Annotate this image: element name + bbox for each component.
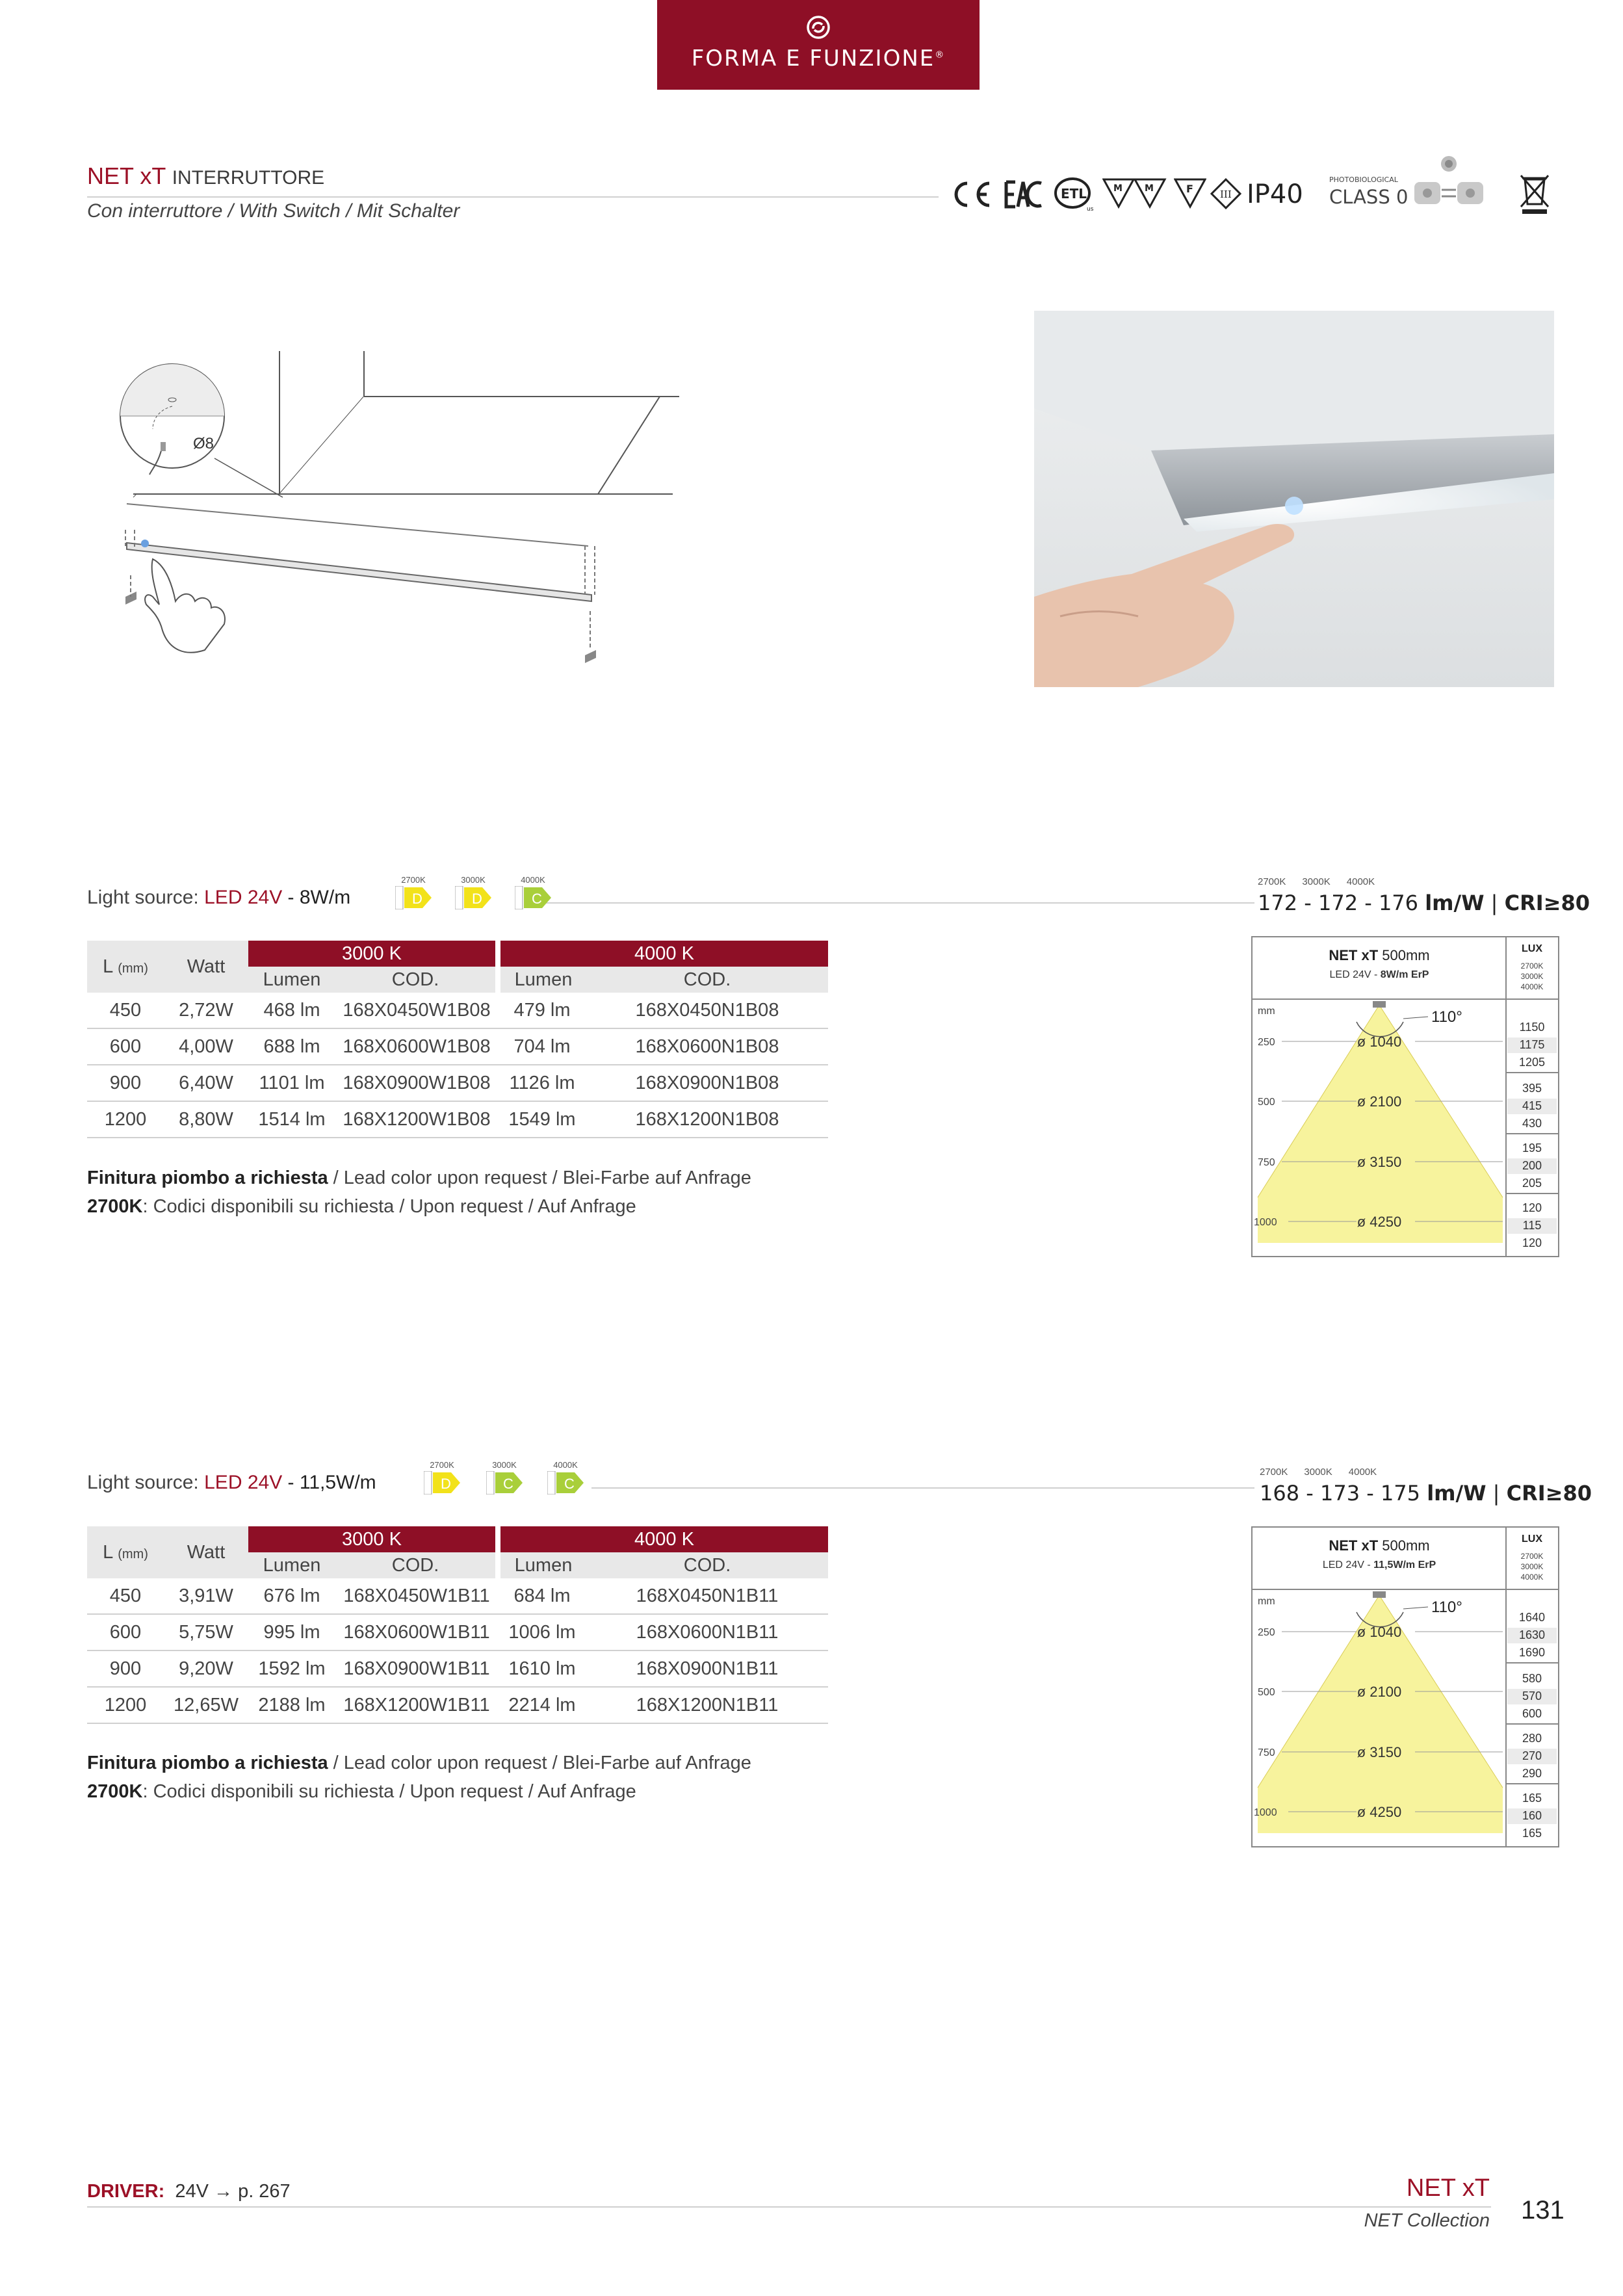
footer-product-name: NET xT [1406,2174,1490,2202]
svg-text:250: 250 [1258,1627,1275,1638]
header-4000k: 4000 K [498,941,828,967]
driver-reference: DRIVER: 24V → p. 267 [87,2181,291,2202]
svg-text:4000K: 4000K [1520,982,1544,991]
svg-text:750: 750 [1258,1747,1275,1758]
svg-text:mm: mm [1258,1006,1275,1017]
svg-text:2700K: 2700K [1520,1552,1544,1561]
svg-text:1205: 1205 [1518,1056,1546,1069]
brand-name: FORMA E FUNZIONE® [691,46,946,72]
brand-logo [657,0,980,90]
energy-class-label: 2700K D [395,875,432,913]
ce-mark-icon [949,178,994,211]
svg-text:430: 430 [1522,1117,1542,1130]
weee-bin-icon [1518,173,1551,215]
svg-text:ø 4250: ø 4250 [1357,1804,1402,1820]
photobiological-label: PHOTOBIOLOGICAL [1329,176,1398,184]
svg-text:LED 24V - 11,5W/m ErP: LED 24V - 11,5W/m ErP [1322,1559,1436,1571]
svg-text:C: C [503,1476,513,1492]
header-code: COD. [335,1552,498,1578]
page-subtitle: Con interruttore / With Switch / Mit Schalter [87,200,460,222]
svg-text:ø 1040: ø 1040 [1357,1624,1402,1640]
finish-note: Finitura piombo a richiesta / Lead color upon request / Blei-Farbe auf Anfrage 2700K: Codici disponibili su richiesta / Upon request / Auf Anfrage [87,1168,751,1217]
svg-text:D: D [441,1476,451,1492]
svg-text:1000: 1000 [1254,1807,1277,1818]
svg-text:us: us [1087,206,1094,212]
header-lumen: Lumen [248,967,335,993]
svg-text:2700K: 2700K [1520,961,1544,971]
svg-text:D: D [412,891,422,907]
svg-text:III: III [1220,189,1232,200]
svg-text:110°: 110° [1431,1008,1462,1026]
svg-text:165: 165 [1522,1792,1542,1805]
section-divider [591,1487,1254,1489]
efficiency-kelvins: 2700K 3000K 4000K [1260,1467,1377,1478]
header-4000k: 4000 K [498,1526,828,1552]
photobiological-class: CLASS 0 [1329,186,1409,208]
table-row: 1200 8,80W 1514 lm 168X1200W1B08 1549 lm 168X1200N1B08 [87,1101,828,1138]
table-row: 450 2,72W 468 lm 168X0450W1B08 479 lm 168X0450N1B08 [87,993,828,1028]
table-row: 450 3,91W 676 lm 168X0450W1B11 684 lm 168X0450N1B11 [87,1578,828,1614]
light-source-label: Light source: LED 24V - 11,5W/m [87,1472,376,1493]
header-3000k: 3000 K [248,1526,498,1552]
section-divider [546,902,1254,904]
svg-text:ø 3150: ø 3150 [1357,1154,1402,1170]
svg-text:1630: 1630 [1518,1628,1546,1641]
svg-text:500: 500 [1258,1097,1275,1108]
page-number: 131 [1521,2196,1565,2224]
page-title: NET xT INTERRUTTORE [87,163,325,189]
svg-text:120: 120 [1522,1236,1542,1249]
svg-text:195: 195 [1522,1141,1542,1155]
energy-class-icon [395,886,433,909]
header-code: COD. [586,967,828,993]
certification-strip [949,173,1560,225]
svg-text:205: 205 [1522,1177,1542,1190]
svg-text:580: 580 [1522,1672,1542,1685]
header-divider [87,196,939,198]
svg-text:600: 600 [1522,1707,1542,1720]
svg-text:395: 395 [1522,1082,1542,1095]
table-row: 1200 12,65W 2188 lm 168X1200W1B11 2214 lm 168X1200N1B11 [87,1687,828,1723]
svg-text:LUX: LUX [1522,1533,1542,1545]
svg-text:280: 280 [1522,1732,1542,1745]
svg-text:D: D [472,891,482,907]
spec-table [87,1526,828,1724]
energy-class-label: 3000K C [486,1460,523,1498]
svg-text:115: 115 [1522,1219,1542,1232]
svg-text:1000: 1000 [1254,1217,1277,1228]
svg-text:415: 415 [1522,1099,1542,1112]
header-3000k: 3000 K [248,941,498,967]
svg-text:290: 290 [1522,1767,1542,1780]
light-source-label: Light source: LED 24V - 8W/m [87,887,351,908]
svg-text:110°: 110° [1431,1598,1462,1616]
svg-text:250: 250 [1258,1037,1275,1048]
svg-text:ø 2100: ø 2100 [1357,1093,1402,1110]
ip-rating: IP40 [1247,179,1303,209]
etl-mark-icon [1052,177,1097,212]
header-length: L (mm) [87,941,164,993]
svg-text:M: M [1113,183,1123,194]
svg-text:1150: 1150 [1519,1021,1545,1034]
svg-text:3000K: 3000K [1520,972,1544,981]
header-lumen: Lumen [498,967,586,993]
mm-mark-icon [1102,177,1167,209]
header-lumen: Lumen [248,1552,335,1578]
svg-text:F: F [1186,183,1193,195]
svg-text:1640: 1640 [1518,1611,1546,1624]
svg-text:120: 120 [1522,1201,1542,1214]
table-row: 600 5,75W 995 lm 168X0600W1B11 1006 lm 168X0600N1B11 [87,1614,828,1650]
energy-class-icon [547,1471,585,1494]
table-row: 900 6,40W 1101 lm 168X0900W1B08 1126 lm 168X0900N1B08 [87,1065,828,1101]
energy-class-label: 4000K C [515,875,551,913]
svg-text:3000K: 3000K [1520,1562,1544,1571]
installation-drawing [107,345,679,696]
dimmer-icon [1410,155,1487,220]
svg-text:Ø8: Ø8 [193,435,214,452]
energy-class-label: 2700K D [424,1460,460,1498]
svg-text:750: 750 [1258,1157,1275,1168]
finish-note: Finitura piombo a richiesta / Lead color upon request / Blei-Farbe auf Anfrage 2700K: Codici disponibili su richiesta / Upon request / Auf Anfrage [87,1753,751,1802]
svg-text:165: 165 [1522,1827,1542,1840]
efficiency-values: 172 - 172 - 176 lm/W | CRI≥80 [1258,891,1590,915]
svg-text:ø 2100: ø 2100 [1357,1684,1402,1700]
svg-text:200: 200 [1522,1159,1542,1172]
svg-text:C: C [532,891,542,907]
svg-text:570: 570 [1522,1689,1542,1702]
header-code: COD. [335,967,498,993]
svg-text:160: 160 [1522,1809,1542,1822]
svg-text:4000K: 4000K [1520,1572,1544,1582]
eac-mark-icon [1004,178,1044,211]
svg-text:mm: mm [1258,1596,1275,1607]
energy-class-icon [486,1471,524,1494]
header-length: L (mm) [87,1526,164,1578]
energy-class-icon [455,886,493,909]
header-watt: Watt [164,941,248,993]
spec-table [87,941,828,1138]
energy-class-label: 4000K C [547,1460,584,1498]
efficiency-kelvins: 2700K 3000K 4000K [1258,876,1375,887]
header-watt: Watt [164,1526,248,1578]
svg-text:ø 3150: ø 3150 [1357,1744,1402,1760]
svg-text:LUX: LUX [1522,943,1542,954]
product-photo [1034,311,1554,687]
svg-text:ø 4250: ø 4250 [1357,1214,1402,1230]
f-mark-icon [1174,177,1206,209]
svg-text:ETL: ETL [1061,186,1087,202]
energy-class-label: 3000K D [455,875,491,913]
efficiency-values: 168 - 173 - 175 lm/W | CRI≥80 [1260,1481,1592,1506]
svg-text:M: M [1145,183,1154,194]
energy-class-icon [424,1471,461,1494]
svg-text:NET xT 500mm: NET xT 500mm [1329,1537,1430,1554]
brand-emblem-icon [805,14,831,40]
svg-text:1690: 1690 [1518,1646,1546,1659]
photometric-diagram [1251,936,1559,1257]
header-code: COD. [586,1552,828,1578]
header-lumen: Lumen [498,1552,586,1578]
svg-text:ø 1040: ø 1040 [1357,1034,1402,1050]
svg-text:C: C [564,1476,575,1492]
table-row: 600 4,00W 688 lm 168X0600W1B08 704 lm 168X0600N1B08 [87,1028,828,1065]
svg-text:NET xT 500mm: NET xT 500mm [1329,947,1430,963]
svg-text:500: 500 [1258,1687,1275,1698]
svg-text:1175: 1175 [1519,1038,1545,1051]
footer-divider [87,2206,1491,2208]
photometric-diagram [1251,1526,1559,1847]
table-row: 900 9,20W 1592 lm 168X0900W1B11 1610 lm 168X0900N1B11 [87,1650,828,1687]
energy-class-icon [515,886,552,909]
svg-text:270: 270 [1522,1749,1542,1762]
svg-text:LED 24V - 8W/m ErP: LED 24V - 8W/m ErP [1329,969,1429,980]
footer-collection: NET Collection [1364,2210,1490,2231]
class-iii-icon [1210,178,1241,209]
